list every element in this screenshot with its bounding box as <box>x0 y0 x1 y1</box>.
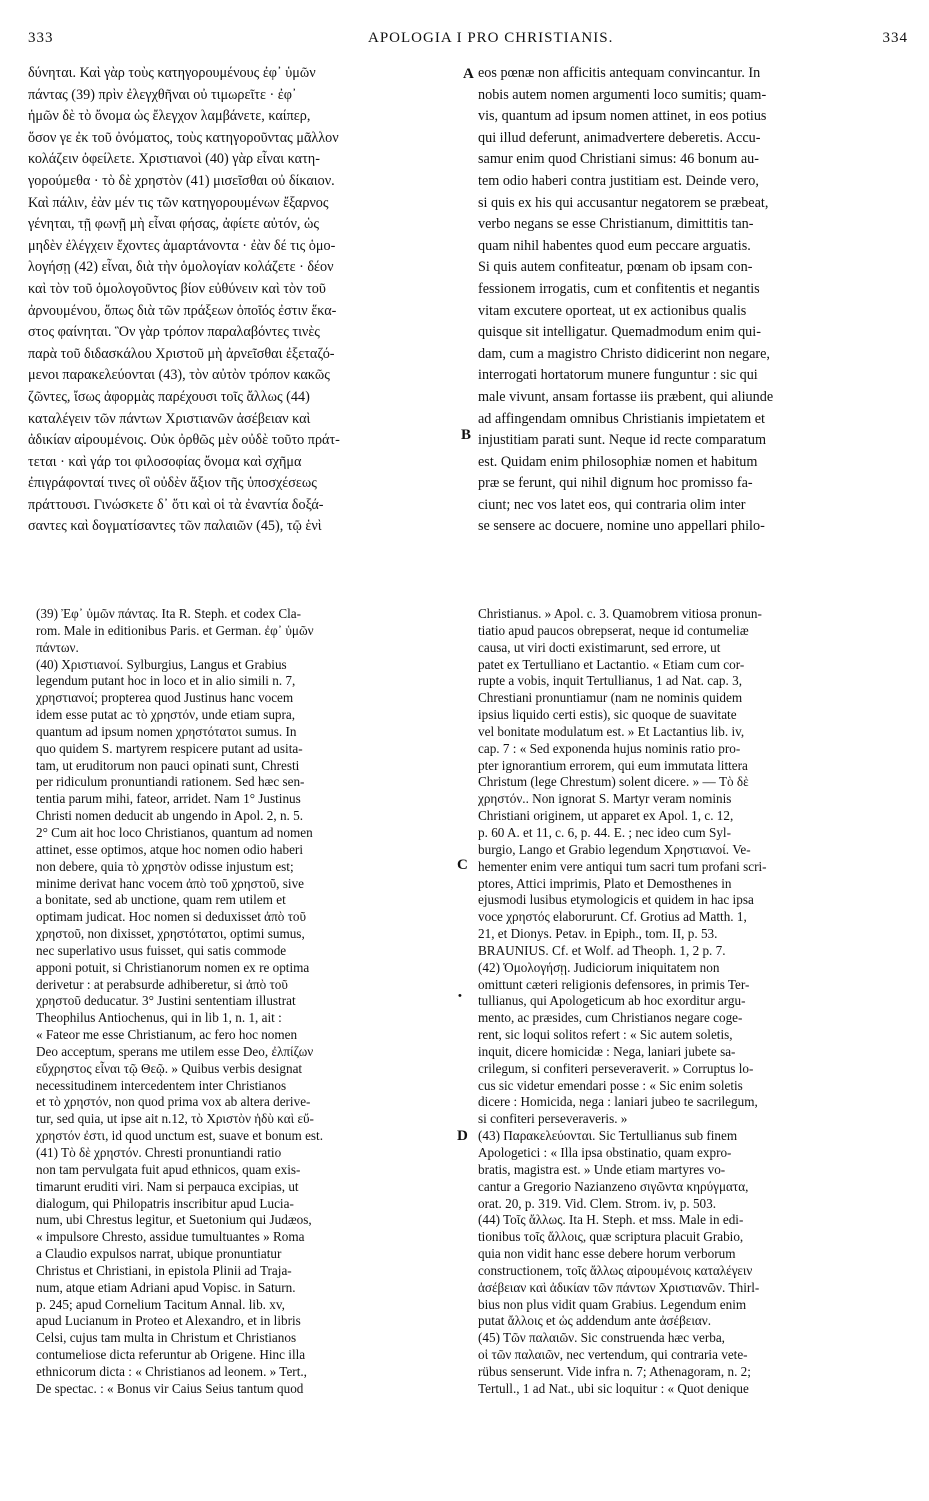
footnote-line: hementer enim vere antiqui tum sacri tum profani scri- <box>478 858 767 874</box>
footnote-line: rom. Male in editionibus Paris. et German. ἐφ᾽ ὑμῶν <box>36 622 314 638</box>
footnote-line: et τὸ χρηστόν, non quod prima vox ab altera derive- <box>36 1094 311 1110</box>
footnote-line: Christianus. » Apol. c. 3. Quamobrem vitiosa pronun- <box>478 606 762 621</box>
footnote-line: a bonitate, sed ab unctione, quam rem utilem et <box>36 892 286 908</box>
footnote-line: attinet, esse optimos, atque hoc nomen odio haberi <box>36 841 303 857</box>
greek-text-line: τεται · καὶ γάρ τοι φιλοσοφίας ὄνομα καὶ σχῆμα <box>28 453 302 470</box>
footnote-line: mento, ac præsides, cum Christianos negare coge- <box>478 1010 743 1026</box>
greek-text-line: ἐπιγράφονταί τινες οἳ οὐδὲν ἄξιον τῆς ὑποσχέσεως <box>28 475 317 492</box>
footnotes-right-column <box>478 606 916 1398</box>
footnote-line: χρηστιανοί; propterea quod Justinus hanc vocem <box>36 690 294 706</box>
margin-dot: • <box>458 990 462 1002</box>
footnotes-left-column <box>36 606 458 1398</box>
margin-letter-c: C <box>457 857 468 873</box>
footnote-line: burgio, Lango et Grabio legendum Χρηστιανοί. Ve- <box>478 841 751 857</box>
greek-text-line: λογήσῃ (42) εἶναι, διὰ τὴν ὁμολογίαν κολάζετε · δέον <box>28 259 334 276</box>
footnote-line: χρηστόν.. Non ignorat S. Martyr veram nominis <box>478 791 732 807</box>
latin-text-line: præ se ferunt, qui nihil dignum hoc promisso fa- <box>478 475 753 492</box>
latin-text-line: vis, quantum ad ipsum nomen attinet, in eos potius <box>478 108 767 125</box>
latin-text-line: Si quis autem confiteatur, pœnam ob ipsam con- <box>478 259 753 276</box>
footnote-line: tentia parum mihi, fateor, arridet. Nam 1° Justinus <box>36 791 301 807</box>
footnote-line: apud Lucianum in Proteo et Alexandro, et in libris <box>36 1313 301 1329</box>
latin-text-line: qui illud deferunt, animadvertere deberetis. Accu- <box>478 129 761 146</box>
footnote-line: quo quidem S. martyrem respicere putant ad usita- <box>36 740 303 756</box>
greek-text-line: στος φαίνηται. Ὃν γὰρ τρόπον παραλαβόντες τινὲς <box>28 324 320 341</box>
footnote-line: apponi potuit, si Christianorum nomen ex re optima <box>36 959 310 975</box>
footnote-line: χρηστοῦ deducatur. 3° Justini sententiam illustrat <box>36 993 296 1009</box>
latin-text-line: injustitiam parati sunt. Neque id recte comparatum <box>478 432 766 449</box>
footnote-line: rübus senserunt. Vide infra n. 7; Athenagoram, n. 2; <box>478 1363 751 1379</box>
footnote-line: rupte a vobis, inquit Tertullianus, 1 ad Nat. cap. 3, <box>478 673 742 689</box>
footnote-line: (41) Τὸ δὲ χρηστόν. Chresti pronuntiandi ratio <box>36 1145 282 1160</box>
footnote-line: idem esse putat ac τὸ χρηστόν, unde etiam supra, <box>36 707 296 723</box>
footnote-line: (44) Τοῖς ἄλλως. Ita H. Steph. et mss. Male in edi- <box>478 1212 744 1228</box>
greek-text-line: μηδὲν ἐλέγχειν ἔχοντες ἁμαρτάνοντα · ἐὰν δέ τις ὁμο- <box>28 237 336 254</box>
greek-text-line: ἀρνουμένου, ὅπως διὰ τῶν πράξεων ὁποῖός ἐστιν ἕκα- <box>28 302 337 319</box>
greek-text-line: πράττουσι. Γινώσκετε δ᾽ ὅτι καὶ οἱ τὰ ἐναντία δοξά- <box>28 496 324 513</box>
footnote-line: contumeliose dicta referuntur ab Origene. Hinc illa <box>36 1347 306 1363</box>
footnote-line: bratis, magistra est. » Unde etiam martyres vo- <box>478 1161 726 1177</box>
footnote-line: per ridiculum pronuntiandi rationem. Sed hæc sen- <box>36 774 305 790</box>
greek-text-line: παρὰ τοῦ διδασκάλου Χριστοῦ μὴ ἀρνεῖσθαι ἐξεταζό- <box>28 345 335 362</box>
greek-text-line: πάντας (39) πρὶν ἐλεγχθῆναι οὐ τιμωρεῖτε · ἐφ᾽ <box>28 86 297 103</box>
margin-letter-b: B <box>461 427 472 443</box>
footnote-line: nec superlativo usus fuisset, qui satis commode <box>36 942 287 958</box>
greek-text-line: καταλέγειν τῶν πάντων Χριστιανῶν ἀσέβειαν καὶ <box>28 410 311 427</box>
footnote-line: tam, ut eruditorum non pauci opinati sunt, Chresti <box>36 757 300 773</box>
latin-text-line: si quis ex his qui accusantur negatorem se præbeat, <box>478 194 769 211</box>
latin-text-line: quisque sit intelligatur. Quemadmodum enim qui- <box>478 324 761 341</box>
footnote-line: rent, sic loqui solitos refert : « Sic autem soletis, <box>478 1027 733 1043</box>
greek-text-column <box>28 63 460 538</box>
latin-text-column <box>478 63 916 538</box>
latin-text-line: dam, cum a magistro Christo didicerint non negare, <box>478 345 770 362</box>
latin-text-line: interrogati hortatorum munere funguntur : sic qui <box>478 367 758 384</box>
footnote-line: tur, sed quia, ut ipse ait n.12, τὸ Χριστὸν ἡδὺ καὶ εὔ- <box>36 1111 314 1127</box>
footnote-line: constructionem, τοῖς ἄλλως αἱρουμένοις καταλέγειν <box>478 1262 753 1278</box>
footnote-line: « impulsore Chresto, assidue tumultuantes » Roma <box>36 1229 305 1245</box>
footnote-line: Chrestiani pronuntiamur (nam ne nominis quidem <box>478 690 743 706</box>
footnote-line: dicere : Homicida, nega : laniari jubeo te sacrilegum, <box>478 1094 758 1110</box>
greek-text-line: ἀδικίαν αἱρουμένοις. Οὐκ ὀρθῶς μὲν οὐδὲ τοῦτο πράτ- <box>28 432 340 449</box>
latin-text-line: vitam excutere oporteat, ut ex actionibus qualis <box>478 302 747 319</box>
footnote-line: (43) Παρακελεύονται. Sic Tertullianus sub finem <box>478 1128 738 1144</box>
footnote-line: tiatio apud paucos obrepserat, neque id contumeliæ <box>478 622 749 638</box>
footnote-line: ethnicorum dicta : « Christianos ad leonem. » Tert., <box>36 1363 307 1379</box>
footnote-line: cus sic videtur emendari posse : « Sic enim soletis <box>478 1077 743 1093</box>
footnote-line: χρηστοῦ, non dixisset, χρηστότατοι, optimi sumus, <box>36 926 305 942</box>
footnote-line: πάντων. <box>36 639 79 655</box>
footnote-line: χρηστόν ἐστι, id quod unctum est, suave et bonum est. <box>36 1128 324 1144</box>
margin-letter-d: D <box>457 1128 468 1144</box>
greek-text-line: ζῶντες, ἴσως ἀφορμὰς παρέχουσι τοῖς ἄλλως (44) <box>28 388 310 405</box>
page-number-left: 333 <box>28 30 54 46</box>
greek-text-line: σαντες καὶ δογματίσαντες τῶν παλαιῶν (45), τῷ ἑνὶ <box>28 518 322 535</box>
footnote-line: inquit, dicere homicidæ : Nega, laniari jubete sa- <box>478 1043 736 1059</box>
footnote-line: num, atque etiam Adriani apud Vopisc. in Saturn. <box>36 1279 296 1295</box>
footnote-line: Christum (lege Chrestum) solent dicere. » — Τὸ δὲ <box>478 774 749 790</box>
running-title: APOLOGIA I PRO CHRISTIANIS. <box>368 30 614 46</box>
greek-text-line: Καὶ πάλιν, ἐὰν μέν τις τῶν κατηγορουμένων ἔξαρνος <box>28 194 329 211</box>
greek-text-line: ἡμῶν δὲ τὸ ὄνομα ὡς ἔλεγχον λαμβάνετε, καίπερ, <box>28 108 311 125</box>
footnote-line: οἱ τῶν παλαιῶν, nec vertendum, qui contraria vete- <box>478 1347 748 1363</box>
footnote-line: ejusmodi lusibus etymologicis et quidem in hac ipsa <box>478 892 754 908</box>
footnote-line: BRAUNIUS. Cf. et Wolf. ad Theoph. 1, 2 p. 7. <box>478 942 726 958</box>
footnote-line: crilegum, si confiteri perseveraverit. » Corruptus lo- <box>478 1060 754 1076</box>
footnote-line: cap. 7 : « Sed exponenda hujus nominis ratio pro- <box>478 740 741 756</box>
footnote-line: bius non plus vidit quam Grabius. Legendum enim <box>478 1296 747 1312</box>
footnote-line: quantum ad ipsum nomen χρηστότατοι sumus. In <box>36 723 297 739</box>
greek-text-line: κολάζειν ὀφείλετε. Χριστιανοὶ (40) γὰρ εἶναι κατη- <box>28 151 320 168</box>
footnote-line: cantur a Gregorio Nazianzeno σιγῶντα κηρύγματα, <box>478 1178 749 1194</box>
footnote-line: 21, et Dionys. Petav. in Epiph., tom. II, p. 53. <box>478 926 718 942</box>
footnote-line: vel bonitate modulatum est. » Et Lactantius lib. iv, <box>478 723 745 739</box>
footnote-line: optimam judicat. Hoc nomen si deduxisset ἀπὸ τοῦ <box>36 909 307 925</box>
latin-text-line: ad affingendam omnibus Christianis impietatem et <box>478 410 765 427</box>
footnote-line: putat ἄλλοις et ὡς addendum ante ἀσέβειαν. <box>478 1313 712 1329</box>
footnote-line: tullianus, qui Apologeticum ab hoc exorditur argu- <box>478 993 746 1009</box>
footnote-line: ipsius liquido certi estis), sic quoque de suavitate <box>478 707 737 723</box>
footnote-line: Christiani originem, ut apparet ex Apol. 1, c. 12, <box>478 808 734 824</box>
footnote-line: quia non vidit hanc esse debere horum verborum <box>478 1246 736 1262</box>
footnote-line: p. 60 A. et 11, c. 6, p. 44. E. ; nec ideo cum Syl- <box>478 824 731 840</box>
latin-text-line: quam nihil habentes quod eum peccare arguatis. <box>478 237 751 254</box>
footnote-line: omittunt cæteri religionis defensores, in primis Ter- <box>478 976 750 992</box>
footnote-line: De spectac. : « Bonus vir Caius Seius tantum quod <box>36 1380 304 1396</box>
latin-text-line: male vivunt, ansam fortasse iis præbent, qui aliunde <box>478 388 774 405</box>
greek-text-line: δύνηται. Καὶ γὰρ τοὺς κατηγορουμένους ἐφ᾽ ὑμῶν <box>28 65 316 81</box>
footnote-line: ἀσέβειαν καὶ ἀδικίαν τῶν πάντων Χριστιανῶν. Thirl- <box>478 1279 760 1295</box>
footnote-line: Celsi, cujus tam multa in Christum et Christianos <box>36 1330 297 1346</box>
footnote-line: voce χρηστός elaborurunt. Cf. Grotius ad Matth. 1, <box>478 909 747 925</box>
footnote-line: orat. 20, p. 319. Vid. Clem. Strom. iv, p. 503. <box>478 1195 717 1211</box>
footnote-line: necessitudinem intercedentem inter Christianos <box>36 1077 287 1093</box>
footnote-line: Apologetici : « Illa ipsa obstinatio, quam expro- <box>478 1145 732 1160</box>
footnote-line: (39) Ἐφ᾽ ὑμῶν πάντας. Ita R. Steph. et codex Cla- <box>36 606 302 621</box>
latin-text-line: eos pœnæ non afficitis antequam convincantur. In <box>478 65 761 81</box>
footnote-line: non tam pervulgata fuit apud ethnicos, quam exis- <box>36 1161 301 1177</box>
greek-text-line: γένηται, τῇ φωνῇ μὴ εἶναι φήσας, ἀφίετε αὐτόν, ὡς <box>28 216 319 233</box>
greek-text-line: καὶ τὸν τοῦ ὁμολογοῦντος βίον εὐθύνειν καὶ τὸν τοῦ <box>28 280 326 297</box>
latin-text-line: fessionem irrogatis, cum et confitentis et negantis <box>478 280 760 297</box>
footnote-line: patet ex Tertulliano et Lactantio. « Etiam cum cor- <box>478 656 745 672</box>
page-number-right: 334 <box>882 30 908 46</box>
margin-letter-a: A <box>463 66 474 82</box>
footnote-line: « Fateor me esse Christianum, ac fero hoc nomen <box>36 1027 298 1043</box>
latin-text-line: samur enim quod Christiani simus: 46 bonum au- <box>478 151 759 168</box>
footnote-line: Tertull., 1 ad Nat., ubi sic loquitur : « Quot denique <box>478 1380 749 1396</box>
footnote-line: causa, ut viri docti existimarunt, sed errore, ut <box>478 639 721 655</box>
footnote-line: si confiteri perseveraveris. » <box>478 1111 628 1127</box>
greek-text-line: γορούμεθα · τὸ δὲ χρηστὸν (41) μισεῖσθαι οὐ δίκαιον. <box>28 172 335 189</box>
latin-text-line: tem odio haberi contra justitiam est. Deinde vero, <box>478 172 759 189</box>
footnote-line: 2° Cum ait hoc loco Christianos, quantum ad nomen <box>36 824 313 840</box>
latin-text-line: ciunt; nec vos latet eos, qui contraria olim inter <box>478 496 746 513</box>
footnote-line: dialogum, qui Philopatris inscribitur apud Lucia- <box>36 1195 294 1211</box>
footnote-line: p. 245; apud Cornelium Tacitum Annal. lib. xv, <box>36 1296 285 1312</box>
footnote-line: (40) Χριστιανοί. Sylburgius, Langus et Grabius <box>36 656 287 672</box>
footnote-line: non debere, quia τὸ χρηστὸν odisse injustum est; <box>36 858 294 874</box>
footnote-line: legendum putant hoc in loco et in alio simili n. 7, <box>36 673 296 689</box>
footnote-line: timarunt eruditi viri. Nam si perpauca excipias, ut <box>36 1178 299 1194</box>
footnote-line: minime derivat hanc vocem ἀπὸ τοῦ χρηστοῦ, sive <box>36 875 305 891</box>
footnote-line: tionibus τοῖς ἄλλοις, quæ scriptura placuit Grabio, <box>478 1229 744 1245</box>
footnote-line: Christus et Christiani, in epistola Plinii ad Traja- <box>36 1262 292 1278</box>
latin-text-line: se sensere ac docuere, nomine uno appellari philo- <box>478 518 765 535</box>
footnote-line: Christi nomen deducit ab ungendo in Apol. 2, n. 5. <box>36 808 304 824</box>
footnote-line: a Claudio expulsos narrat, ubique pronuntiatur <box>36 1246 282 1262</box>
footnote-line: pter ignorantium errorem, qui eum immutata littera <box>478 757 748 773</box>
footnote-line: Deo acceptum, sperans me utilem esse Deo, ἐλπίζων <box>36 1043 314 1059</box>
latin-text-line: nobis autem nomen argumenti loco sumitis; quam- <box>478 86 767 103</box>
greek-text-line: ὅσον γε ἐκ τοῦ ὀνόματος, τοὺς κατηγοροῦντας μᾶλλον <box>28 129 339 146</box>
page-header <box>28 30 908 54</box>
latin-text-line: verbo negans se esse Christianum, dimittitis tan- <box>478 216 754 233</box>
footnote-line: Theophilus Antiochenus, qui in lib 1, n. 1, ait : <box>36 1010 282 1026</box>
greek-text-line: μενοι παρακελεύονται (43), τὸν αὐτὸν τρόπον κακῶς <box>28 367 330 384</box>
footnote-line: (42) Ὁμολογήσῃ. Judiciorum iniquitatem non <box>478 959 720 975</box>
footnote-line: εὔχρηστος εἶναι τῷ Θεῷ. » Quibus verbis designat <box>36 1060 303 1076</box>
footnote-line: num, ubi Chrestus legitur, et Suetonium qui Judæos, <box>36 1212 312 1228</box>
latin-text-line: est. Quidam enim philosophiæ nomen et habitum <box>478 453 758 470</box>
footnote-line: derivetur : at perabsurde adhiberetur, si ἀπὸ τοῦ <box>36 976 288 992</box>
footnote-line: (45) Τῶν παλαιῶν. Sic construenda hæc verba, <box>478 1330 725 1346</box>
footnote-line: ptores, Attici imprimis, Plato et Demosthenes in <box>478 875 732 891</box>
